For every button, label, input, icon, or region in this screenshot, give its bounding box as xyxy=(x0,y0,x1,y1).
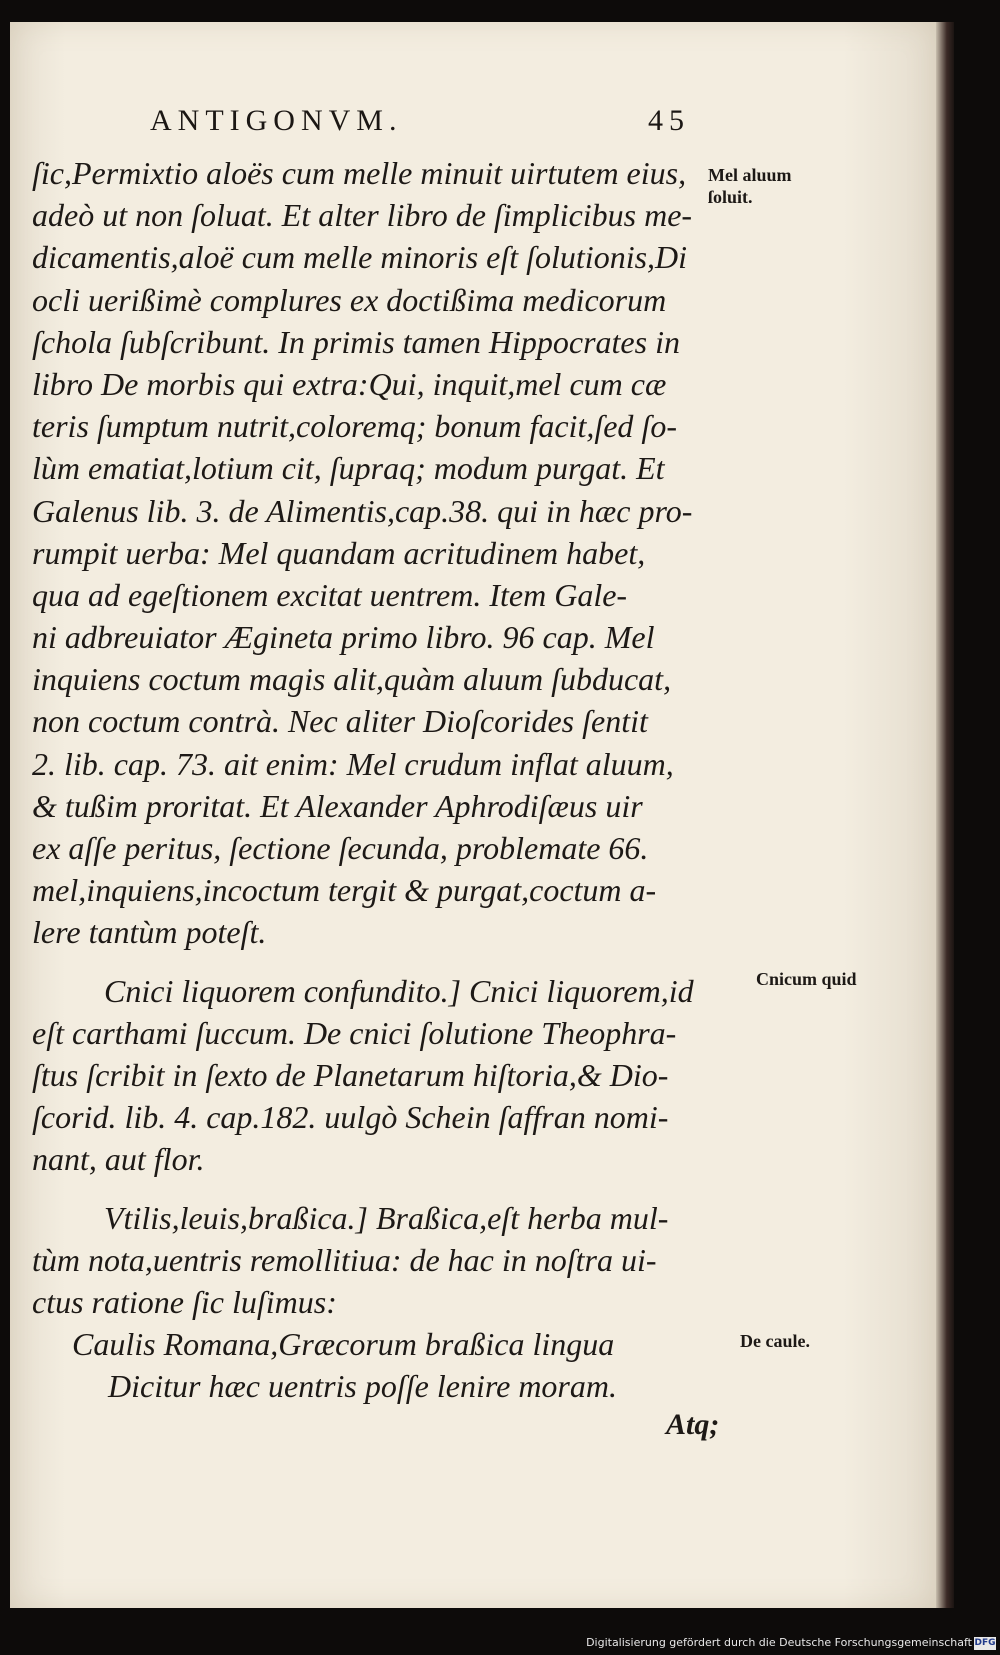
text-line: mel,inquiens,incoctum tergit & purgat,coctum a- xyxy=(32,872,657,909)
running-title: ANTIGONVM. xyxy=(150,104,403,137)
text-line: ſic,Permixtio aloës cum melle minuit uirtutem eius, xyxy=(32,155,687,191)
text-line: eſt carthami ſuccum. De cnici ſolutione Theophra- xyxy=(32,1014,677,1051)
text-line: nant, aut flor. xyxy=(32,1141,205,1178)
text-line: teris ſumptum nutrit,coloremq; bonum facit,ſed ſo- xyxy=(32,408,677,445)
text-line: ſchola ſubſcribunt. In primis tamen Hippocrates in xyxy=(32,323,680,360)
text-line: 2. lib. cap. 73. ait enim: Mel crudum inflat aluum, xyxy=(32,745,674,782)
text-line: & tußim proritat. Et Alexander Aphrodiſæus uir xyxy=(32,787,643,824)
page-edge xyxy=(936,22,954,1608)
dfg-logo-icon: DFG xyxy=(974,1638,996,1648)
text-line: lere tantùm poteſt. xyxy=(32,914,267,951)
page-number: 45 xyxy=(648,104,690,137)
text-line: libro De morbis qui extra:Qui, inquit,mel cum cæ xyxy=(32,365,667,402)
text-line: qua ad egeſtionem excitat uentrem. Item Gale- xyxy=(32,576,628,613)
margin-note: De caule. xyxy=(740,1331,810,1351)
margin-note xyxy=(708,164,792,208)
text-line: ſcorid. lib. 4. cap.182. uulgò Schein ſaffran nomi- xyxy=(32,1099,669,1136)
text-line: Vtilis,leuis,braßica.] Braßica,eſt herba mul- xyxy=(104,1199,669,1236)
footer-credit: Digitalisierung gefördert durch die Deutsche Forschungsgemeinschaft xyxy=(586,1636,972,1649)
text-line: Cnici liquorem confundito.] Cnici liquorem,id xyxy=(104,972,694,1009)
text-line: adeò ut non ſoluat. Et alter libro de ſimplicibus me- xyxy=(32,197,693,234)
main-text xyxy=(32,152,724,1407)
text-line: Galenus lib. 3. de Alimentis,cap.38. qui in hæc pro- xyxy=(32,492,693,529)
verse-line: Caulis Romana,Græcorum braßica lingua xyxy=(72,1326,615,1363)
text-line: inquiens coctum magis alit,quàm aluum ſubducat, xyxy=(32,661,672,698)
text-line: ocli uerißimè complures ex doctißima medicorum xyxy=(32,281,667,318)
text-line: ctus ratione ſic luſimus: xyxy=(32,1283,337,1320)
margin-note: Cnicum quid xyxy=(756,969,857,989)
text-line: tùm nota,uentris remollitiua: de hac in noſtra ui- xyxy=(32,1241,657,1278)
verse-line: Dicitur hæc uentris poſſe lenire moram. xyxy=(108,1368,617,1405)
margin-note-line: Mel aluum xyxy=(708,165,792,185)
text-line: non coctum contrà. Nec aliter Dioſcorides ſentit xyxy=(32,703,648,740)
footer-bar xyxy=(0,1625,1000,1655)
text-line: ex aſſe peritus, ſectione ſecunda, problemate 66. xyxy=(32,830,649,866)
text-line: ſtus ſcribit in ſexto de Planetarum hiſtoria,& Dio- xyxy=(32,1056,669,1093)
text-line: rumpit uerba: Mel quandam acritudinem habet, xyxy=(32,534,646,571)
text-line: lùm ematiat,lotium cit, ſupraq; modum purgat. Et xyxy=(32,450,665,487)
text-line: ni adbreuiator Ægineta primo libro. 96 cap. Mel xyxy=(32,619,655,656)
margin-note-line: ſoluit. xyxy=(708,187,753,207)
catchword: Atq; xyxy=(666,1408,720,1441)
text-line: dicamentis,aloë cum melle minoris eſt ſolutionis,Di xyxy=(32,239,688,276)
